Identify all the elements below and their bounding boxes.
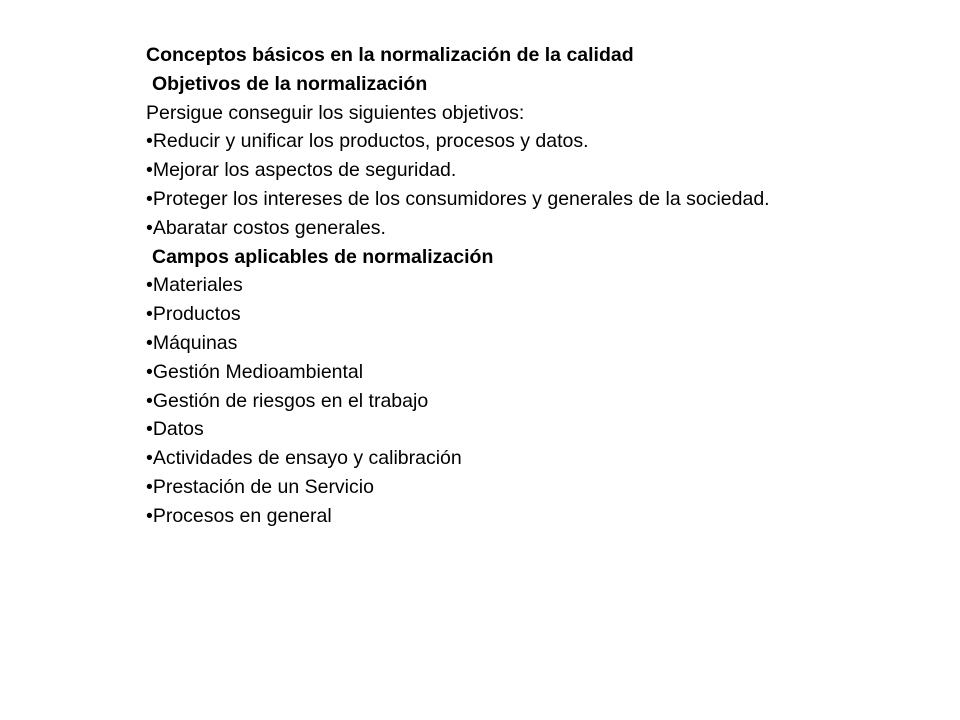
section-heading-objetivos: Objetivos de la normalización xyxy=(152,72,428,95)
list-item: •Abaratar costos generales. xyxy=(146,216,386,239)
content-text-block xyxy=(146,41,796,531)
list-item: •Prestación de un Servicio xyxy=(146,475,374,498)
list-item: •Máquinas xyxy=(146,331,238,354)
list-item: •Actividades de ensayo y calibración xyxy=(146,447,462,470)
list-item: •Gestión Medioambiental xyxy=(146,360,364,383)
section-intro: Persigue conseguir los siguientes objetivos: xyxy=(146,101,525,124)
list-item: •Mejorar los aspectos de seguridad. xyxy=(146,159,457,182)
list-item: •Proteger los intereses de los consumidores y generales de la sociedad. xyxy=(146,187,770,210)
list-item: •Datos xyxy=(146,418,204,441)
list-item: •Productos xyxy=(146,303,241,326)
list-item: •Procesos en general xyxy=(146,504,332,527)
section-heading-campos: Campos aplicables de normalización xyxy=(152,245,494,268)
slide-title: Conceptos básicos en la normalización de la calidad xyxy=(146,44,634,66)
list-item: •Reducir y unificar los productos, procesos y datos. xyxy=(146,130,589,153)
list-item: •Gestión de riesgos en el trabajo xyxy=(146,389,429,412)
list-item: •Materiales xyxy=(146,274,243,297)
